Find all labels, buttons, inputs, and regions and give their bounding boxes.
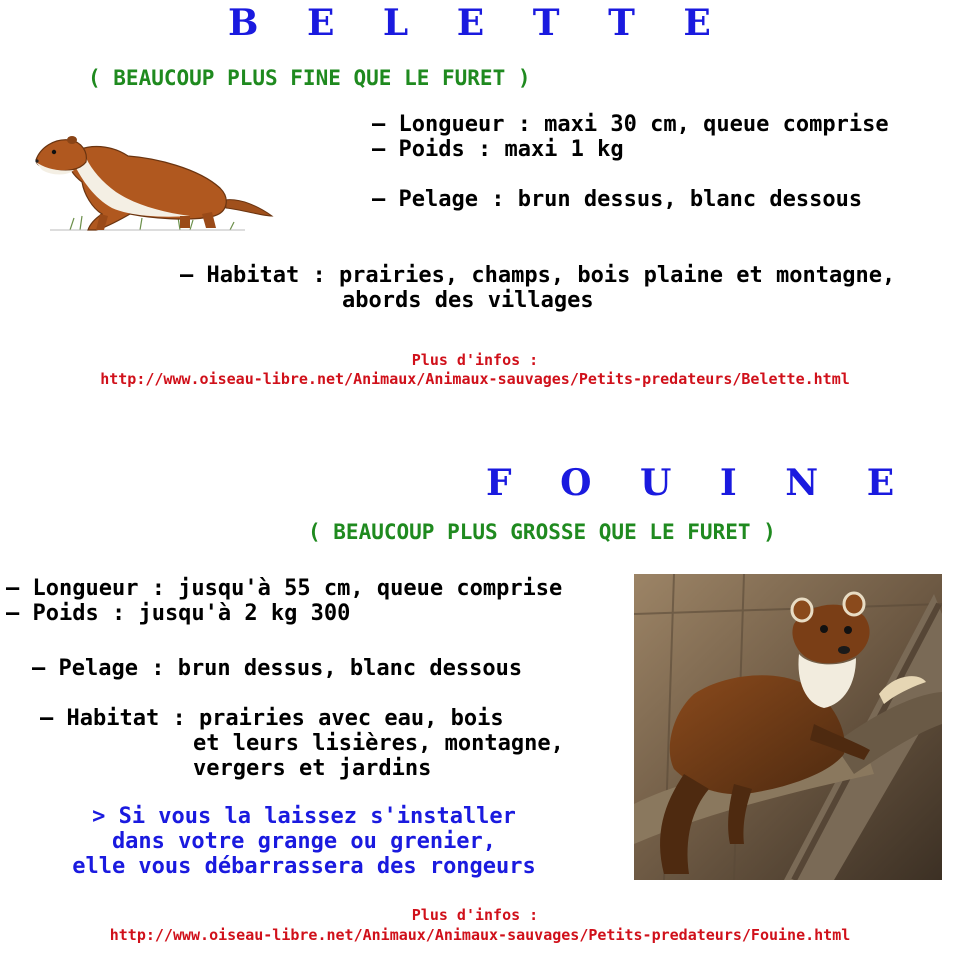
fouine-note-line2: dans votre grange ou grenier, bbox=[111, 829, 497, 854]
fouine-poids: – Poids : jusqu'à 2 kg 300 bbox=[6, 601, 351, 626]
fouine-habitat-line3: vergers et jardins bbox=[193, 756, 432, 781]
belette-pelage: – Pelage : brun dessus, blanc dessous bbox=[372, 187, 863, 212]
belette-subtitle: ( BEAUCOUP PLUS FINE QUE LE FURET ) bbox=[88, 66, 531, 90]
fouine-habitat-line2: et leurs lisières, montagne, bbox=[193, 731, 564, 756]
fouine-note-line1: > Si vous la laissez s'installer bbox=[92, 804, 516, 829]
fouine-infos-label: Plus d'infos : bbox=[411, 906, 539, 924]
stone-marten-photo bbox=[634, 574, 942, 880]
belette-habitat-line2: abords des villages bbox=[342, 288, 594, 313]
weasel-illustration bbox=[30, 118, 276, 236]
belette-poids: – Poids : maxi 1 kg bbox=[372, 137, 624, 162]
fouine-longueur: – Longueur : jusqu'à 55 cm, queue comprise bbox=[6, 576, 563, 601]
belette-infos-label: Plus d'infos : bbox=[411, 351, 539, 369]
fouine-subtitle: ( BEAUCOUP PLUS GROSSE QUE LE FURET ) bbox=[308, 520, 776, 544]
fouine-pelage: – Pelage : brun dessus, blanc dessous bbox=[32, 656, 523, 681]
belette-habitat-line1: – Habitat : prairies, champs, bois plaine et montagne, bbox=[180, 263, 896, 288]
fouine-habitat-line1: – Habitat : prairies avec eau, bois bbox=[40, 706, 504, 731]
belette-title: B E L E T T E bbox=[228, 2, 729, 44]
belette-infos-link[interactable]: http://www.oiseau-libre.net/Animaux/Animaux-sauvages/Petits-predateurs/Belette.html bbox=[100, 370, 850, 388]
fouine-title: F O U I N E bbox=[486, 462, 913, 504]
fouine-infos-link[interactable]: http://www.oiseau-libre.net/Animaux/Animaux-sauvages/Petits-predateurs/Fouine.html bbox=[109, 926, 851, 944]
belette-longueur: – Longueur : maxi 30 cm, queue comprise bbox=[372, 112, 889, 137]
fouine-note-line3: elle vous débarrassera des rongeurs bbox=[72, 854, 536, 879]
